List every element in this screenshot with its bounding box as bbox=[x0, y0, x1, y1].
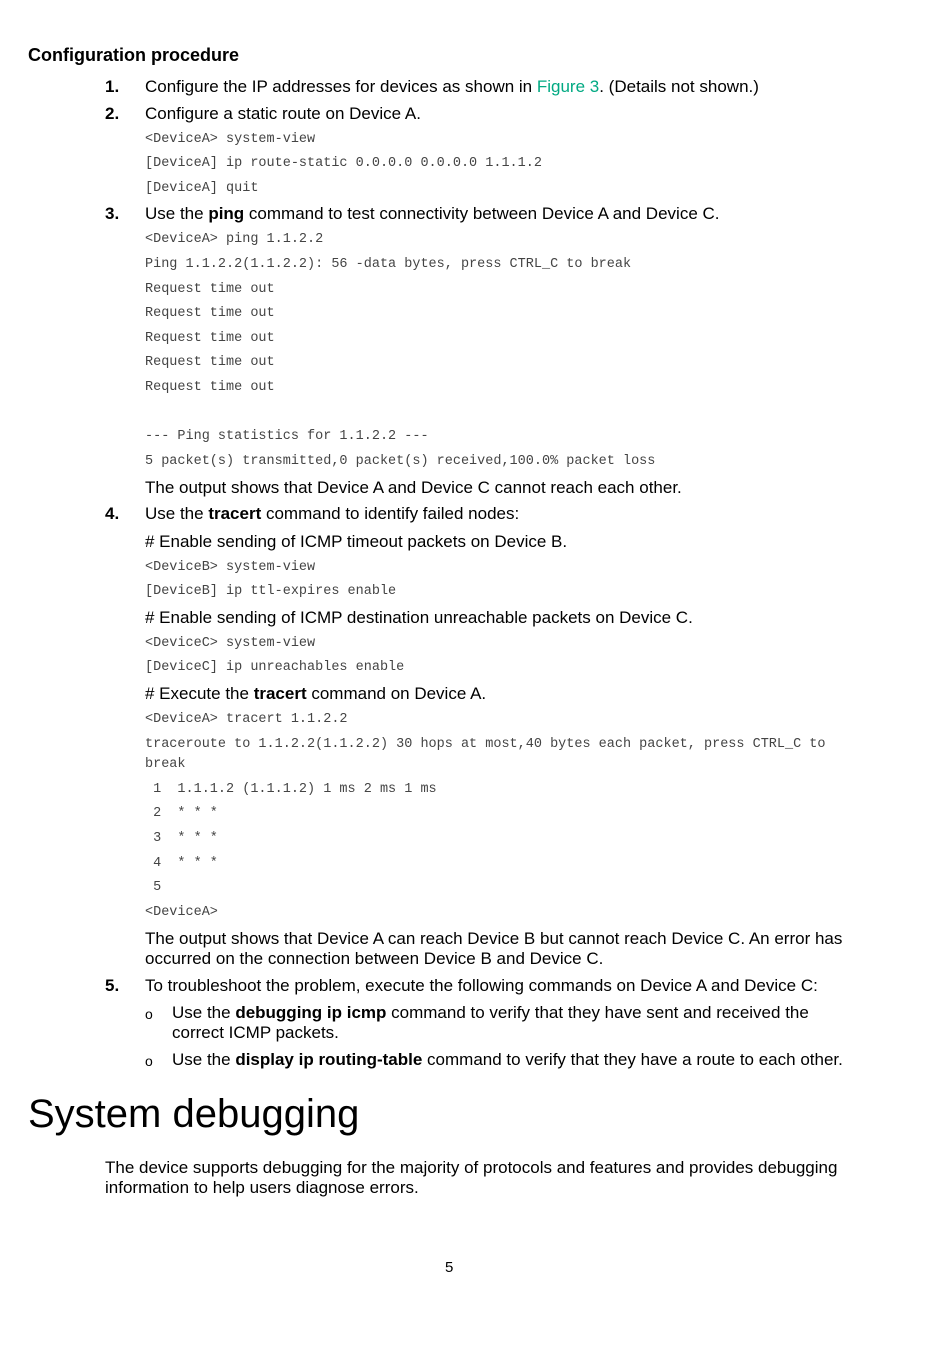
code-line: Request time out bbox=[145, 331, 275, 346]
step-4-text-pre: Use the bbox=[145, 504, 209, 523]
comment-device-a-pre: # Execute the bbox=[145, 684, 254, 703]
bullet-2-pre: Use the bbox=[172, 1050, 236, 1069]
comment-device-a bbox=[145, 684, 486, 704]
step-5-text: To troubleshoot the problem, execute the following commands on Device A and Device C: bbox=[145, 976, 818, 995]
code-line: <DeviceA> bbox=[145, 905, 218, 920]
system-debugging-paragraph: The device supports debugging for the majority of protocols and features and provides debugging information to help users diagnose errors. bbox=[105, 1158, 838, 1197]
code-line: 5 packet(s) transmitted,0 packet(s) received,100.0% packet loss bbox=[145, 454, 656, 469]
code-line: 2 * * * bbox=[145, 806, 218, 821]
comment-device-b: # Enable sending of ICMP timeout packets on Device B. bbox=[145, 532, 568, 551]
step-4-result: The output shows that Device A can reach Device B but cannot reach Device C. An error has occurred on the connection between Device B and Device C. bbox=[145, 929, 843, 968]
bullet-debugging bbox=[172, 1003, 862, 1043]
code-line: <DeviceA> tracert 1.1.2.2 bbox=[145, 712, 348, 727]
section-heading: Configuration procedure bbox=[28, 45, 239, 65]
tracert-command: tracert bbox=[208, 504, 262, 523]
bullet-marker: o bbox=[145, 1006, 153, 1022]
step-4-number: 4. bbox=[105, 504, 120, 523]
step-3-text-post: command to test connectivity between Device A and Device C. bbox=[244, 204, 720, 223]
code-line: Request time out bbox=[145, 282, 275, 297]
system-debugging-heading: System debugging bbox=[28, 1092, 360, 1136]
ping-command: ping bbox=[208, 204, 245, 223]
figure-3-link[interactable]: Figure 3 bbox=[536, 77, 600, 96]
step-3-number: 3. bbox=[105, 204, 120, 223]
bullet-2-post: command to verify that they have a route to each other. bbox=[422, 1050, 843, 1069]
step-2-text: Configure a static route on Device A. bbox=[145, 104, 421, 123]
page-number: 5 bbox=[445, 1259, 454, 1276]
code-line: [DeviceB] ip ttl-expires enable bbox=[145, 584, 397, 599]
code-line: <DeviceA> system-view bbox=[145, 132, 316, 147]
code-line: 4 * * * bbox=[145, 856, 218, 871]
step-4-text bbox=[145, 504, 519, 524]
code-line: 3 * * * bbox=[145, 831, 218, 846]
step-2-number: 2. bbox=[105, 104, 120, 123]
tracert-command: tracert bbox=[253, 684, 307, 703]
code-line: --- Ping statistics for 1.1.2.2 --- bbox=[145, 429, 429, 444]
step-1-text bbox=[145, 77, 759, 97]
step-1-text-pre: Configure the IP addresses for devices as shown in bbox=[145, 77, 537, 96]
step-3-text bbox=[145, 204, 720, 224]
step-3-text-pre: Use the bbox=[145, 204, 209, 223]
code-line: Request time out bbox=[145, 306, 275, 321]
bullet-marker: o bbox=[145, 1053, 153, 1069]
comment-device-a-post: command on Device A. bbox=[306, 684, 487, 703]
code-line: Request time out bbox=[145, 355, 275, 370]
code-line: Request time out bbox=[145, 380, 275, 395]
debugging-ip-icmp-command: debugging ip icmp bbox=[235, 1003, 387, 1022]
code-line: Ping 1.1.2.2(1.1.2.2): 56 -data bytes, press CTRL_C to break bbox=[145, 257, 632, 272]
step-1-text-post: . (Details not shown.) bbox=[599, 77, 759, 96]
step-5-number: 5. bbox=[105, 976, 120, 995]
code-line: <DeviceB> system-view bbox=[145, 560, 316, 575]
display-ip-routing-table-command: display ip routing-table bbox=[235, 1050, 423, 1069]
code-line: break bbox=[145, 757, 186, 772]
code-line: [DeviceA] ip route-static 0.0.0.0 0.0.0.0 1.1.1.2 bbox=[145, 156, 542, 171]
code-line: 1 1.1.1.2 (1.1.1.2) 1 ms 2 ms 1 ms bbox=[145, 782, 437, 797]
code-line: <DeviceC> system-view bbox=[145, 636, 316, 651]
code-line: [DeviceC] ip unreachables enable bbox=[145, 660, 405, 675]
code-line: [DeviceA] quit bbox=[145, 181, 259, 196]
step-3-result: The output shows that Device A and Device C cannot reach each other. bbox=[145, 478, 682, 497]
code-line: <DeviceA> ping 1.1.2.2 bbox=[145, 232, 324, 247]
bullet-1-pre: Use the bbox=[172, 1003, 236, 1022]
step-1-number: 1. bbox=[105, 77, 120, 96]
comment-device-c: # Enable sending of ICMP destination unreachable packets on Device C. bbox=[145, 608, 693, 627]
bullet-display-routing bbox=[172, 1050, 843, 1070]
bullet-1-post: command to verify that they have sent and received the correct ICMP packets. bbox=[172, 1003, 809, 1042]
code-line: traceroute to 1.1.2.2(1.1.2.2) 30 hops at most,40 bytes each packet, press CTRL_C to bbox=[145, 737, 826, 752]
code-line: 5 bbox=[145, 880, 162, 895]
step-4-text-post: command to identify failed nodes: bbox=[261, 504, 520, 523]
